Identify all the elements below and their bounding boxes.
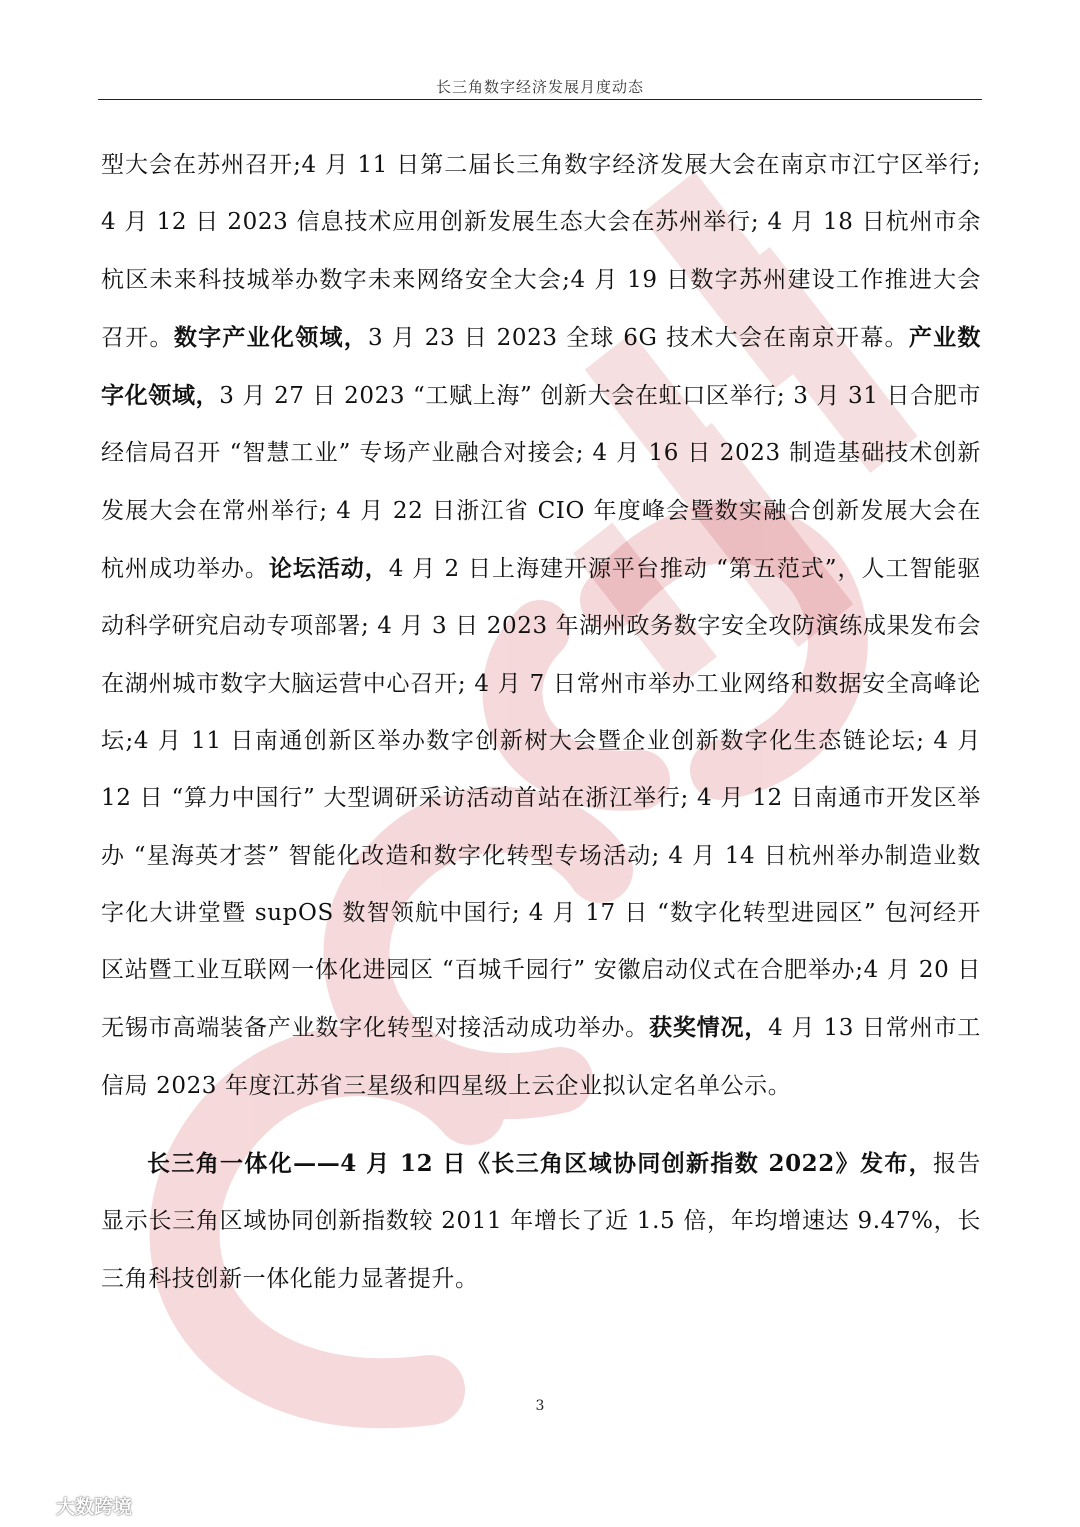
text-segment: 4 月 13 日常州市工信局 2023 年度江苏省三星级和四星级上云企业拟认定名单公示。 [101, 1015, 981, 1099]
bold-heading-awards: 获奖情况， [649, 1014, 769, 1042]
body-text [101, 137, 981, 1308]
source-tag [10, 1490, 132, 1520]
text-segment: 3 月 27 日 2023 “工赋上海” 创新大会在虹口区举行; 3 月 31 日合肥市经信局召开 “智慧工业” 专场产业融合对接会; 4 月 16 日 2023 制造基础技术创新发展大会在常州举行; 4 月 22 日浙江省 CIO 年度峰会暨数实融合创新发展大会在杭州成功举办。 [101, 383, 982, 583]
text-segment: 4 月 2 日上海建开源平台推动 “第五范式”，人工智能驱动科学研究启动专项部署; 4 月 3 日 2023 年湖州政务数字安全攻防演练成果发布会在湖州城市数字大脑运营中心召开; 4 月 7 日常州市举办工业网络和数据安全高峰论坛;4 月 11 日南通创新区举办数字创新树大会暨企业创新数字化生态链论坛; 4 月 12 日 “算力中国行” 大型调研采访活动首站在浙江举行; 4 月 12 日南通市开发区举办 “星海英才荟” 智能化改造和数字化转型专场活动; 4 月 14 日杭州举办制造业数字化大讲堂暨 supOS 数智领航中国行; 4 月 17 日 “数字化转型进园区” 包河经开区站暨工业互联网一体化进园区 “百城千园行” 安徽启动仪式在合肥举办;4 月 20 日无锡市高端装备产业数字化转型对接活动成功举办。 [101, 556, 982, 1042]
text-segment: 报告显示长三角区域协同创新指数较 2011 年增长了近 1.5 倍，年均增速达 9.47%，长三角科技创新一体化能力显著提升。 [101, 1151, 981, 1292]
paragraph-events [101, 137, 981, 1115]
text-segment: 型大会在苏州召开;4 月 11 日第二届长三角数字经济发展大会在南京市江宁区举行; 4 月 12 日 2023 信息技术应用创新发展生态大会在苏州举行; 4 月 18 日杭州市余杭区未来科技城举办数字未来网络安全大会;4 月 19 日数字苏州建设工作推进大会召开。 [101, 152, 981, 351]
bold-heading-forum-activities: 论坛活动， [268, 555, 389, 583]
running-header: 长三角数字经济发展月度动态 [435, 78, 644, 96]
text-segment: 3 月 23 日 2023 全球 6G 技术大会在南京开幕。 [368, 324, 909, 351]
chat-bubble-logo-icon [10, 1492, 50, 1518]
bold-heading-digital-industrialization: 数字产业化领域， [173, 323, 369, 351]
bold-heading-integration: 长三角一体化——4 月 12 日《长三角区域协同创新指数 2022》发布， [147, 1150, 934, 1178]
header-rule [98, 99, 982, 100]
source-tag-label: 大数跨境 [56, 1495, 133, 1518]
page-number: 3 [535, 1398, 545, 1414]
bold-heading-industrial-digitalization: 产业数字化领域， [101, 323, 981, 410]
paragraph-integration [101, 1135, 981, 1308]
